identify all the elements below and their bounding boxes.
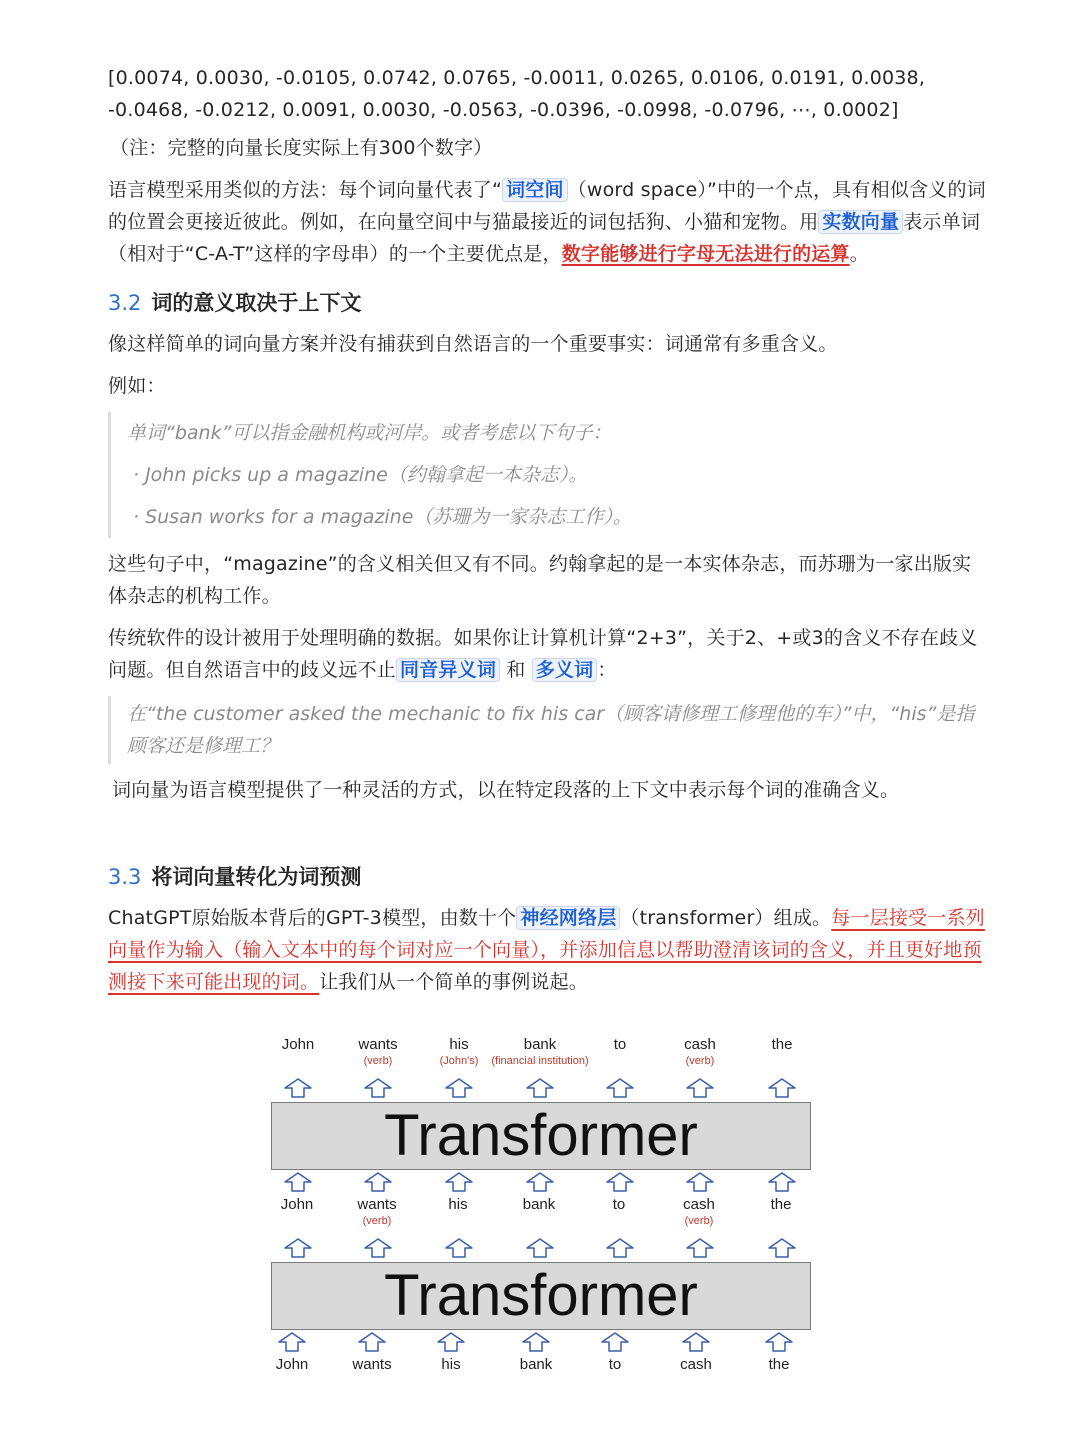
text: 和 (506, 659, 526, 681)
quote-line: 单词“bank”可以指金融机构或河岸。或者考虑以下句子： (127, 422, 612, 444)
token-label-top: John (281, 1036, 315, 1053)
token-label-top: the (771, 1036, 793, 1053)
up-arrow-icon (357, 1332, 387, 1352)
article-body (108, 62, 988, 1008)
text: 语言模型采用类似的方法：每个词向量代表了“ (108, 179, 503, 201)
up-arrow-icon (767, 1172, 797, 1192)
up-arrow-icon (525, 1172, 555, 1192)
section-heading-3-2 (108, 288, 988, 318)
token-label-bottom: his (441, 1356, 461, 1373)
highlight-neural-layer: 神经网络层 (516, 906, 620, 930)
text: （transformer）组成。 (620, 907, 832, 929)
up-arrow-icon (283, 1078, 313, 1098)
transformer-box-bottom: Transformer (271, 1262, 811, 1330)
token-label-mid: cash (683, 1196, 715, 1213)
paragraph-ambiguity (108, 622, 988, 686)
up-arrow-icon (363, 1238, 393, 1258)
up-arrow-icon (605, 1078, 635, 1098)
blockquote-bank (108, 412, 988, 538)
up-arrow-icon (605, 1172, 635, 1192)
paragraph: 这些句子中，“magazine”的含义相关但又有不同。约翰拿起的是一本实体杂志，而苏珊为一家出版实体杂志的机构工作。 (108, 553, 972, 607)
paragraph: 像这样简单的词向量方案并没有捕获到自然语言的一个重要事实：词通常有多重含义。 (108, 333, 838, 355)
highlight-word-space: 词空间 (502, 178, 568, 202)
section-number: 3.3 (108, 865, 142, 889)
up-arrow-icon (685, 1078, 715, 1098)
token-label-mid: wants (357, 1196, 397, 1213)
up-arrow-icon (444, 1078, 474, 1098)
up-arrow-icon (363, 1078, 393, 1098)
section-title: 词的意义取决于上下文 (151, 291, 362, 315)
up-arrow-icon (521, 1332, 551, 1352)
token-label-top: cash (684, 1036, 716, 1053)
token-label-top: his (449, 1036, 469, 1053)
up-arrow-icon (685, 1172, 715, 1192)
token-label-bottom: wants (352, 1356, 392, 1373)
token-label-mid: his (448, 1196, 468, 1213)
vector-example: [0.0074, 0.0030, -0.0105, 0.0742, 0.0765, -0.0011, 0.0265, 0.0106, 0.0191, 0.0038, -0.0468, -0.0212, 0.0091, 0.0030, -0.0563, -0.0396, -0.0998, -0.0796, ⋯, 0.0002] (108, 67, 926, 121)
up-arrow-icon (764, 1332, 794, 1352)
section-number: 3.2 (108, 291, 142, 315)
text: 。 (849, 243, 869, 265)
vector-note: （注：完整的向量长度实际上有300个数字） (110, 137, 493, 159)
token-label-bottom: John (275, 1356, 309, 1373)
token-label-mid: John (280, 1196, 314, 1213)
up-arrow-icon (444, 1172, 474, 1192)
text: 表示单词（相对于“C-A-T”这样的字母串）的一个主要优点是， (108, 211, 981, 265)
token-label-mid: to (612, 1196, 626, 1213)
text: 传统软件的设计被用于处理明确的数据。如果你让计算机计算“2+3”，关于2、+或3的含义不存在歧义问题。但自然语言中的歧义远不止 (108, 627, 978, 681)
paragraph: 词向量为语言模型提供了一种灵活的方式，以在特定段落的上下文中表示每个词的准确含义。 (112, 779, 900, 801)
up-arrow-icon (283, 1238, 313, 1258)
token-sense-top: (financial institution) (491, 1055, 589, 1067)
up-arrow-icon (605, 1238, 635, 1258)
text: 让我们从一个简单的事例说起。 (319, 971, 589, 993)
transformer-box-top: Transformer (271, 1102, 811, 1170)
up-arrow-icon (767, 1078, 797, 1098)
up-arrow-icon (436, 1332, 466, 1352)
up-arrow-icon (444, 1238, 474, 1258)
up-arrow-icon (681, 1332, 711, 1352)
token-label-bottom: bank (519, 1356, 553, 1373)
up-arrow-icon (363, 1172, 393, 1192)
token-label-bottom: cash (680, 1356, 712, 1373)
up-arrow-icon (277, 1332, 307, 1352)
highlight-real-vector: 实数向量 (818, 210, 903, 234)
up-arrow-icon (685, 1238, 715, 1258)
text: （word space）”中的一个点，具有相似含义的词的位置会更接近彼此。例如，在向量空间中与猫最接近的词包括狗、小猫和宠物。用 (108, 179, 986, 233)
up-arrow-icon (767, 1238, 797, 1258)
paragraph-word-space (108, 174, 988, 270)
section-heading-3-3 (108, 862, 988, 892)
text: ChatGPT原始版本背后的GPT-3模型，由数十个 (108, 907, 517, 929)
token-sense-mid: (verb) (362, 1215, 392, 1227)
up-arrow-icon (283, 1172, 313, 1192)
quote-bullet: · John picks up a magazine（约翰拿起一本杂志）。 (133, 464, 588, 486)
up-arrow-icon (525, 1238, 555, 1258)
highlight-polysemy: 多义词 (532, 658, 598, 682)
token-label-bottom: to (608, 1356, 622, 1373)
blockquote-customer: 在“the customer asked the mechanic to fix his car（顾客请修理工修理他的车）”中，“his”是指顾客还是修理工？ (108, 696, 988, 764)
section-title: 将词向量转化为词预测 (151, 865, 362, 889)
token-sense-top: (verb) (685, 1055, 715, 1067)
transformer-diagram (262, 1030, 822, 1400)
paragraph-gpt3 (108, 902, 988, 998)
token-sense-top: (verb) (363, 1055, 393, 1067)
token-label-top: wants (358, 1036, 398, 1053)
text: ： (597, 659, 617, 681)
quote-bullet: · Susan works for a magazine（苏珊为一家杂志工作）。 (133, 506, 632, 528)
highlight-layer-description: 每一层接受一系列向量作为输入（输入文本中的每个词对应一个向量），并添加信息以帮助澄清该词的含义，并且更好地预测接下来可能出现的词。 (108, 907, 985, 993)
token-label-bottom: the (768, 1356, 790, 1373)
token-label-mid: bank (522, 1196, 556, 1213)
highlight-homonym: 同音异义词 (396, 658, 500, 682)
up-arrow-icon (525, 1078, 555, 1098)
highlight-numbers-operation: 数字能够进行字母无法进行的运算 (561, 243, 850, 265)
token-label-top: to (613, 1036, 627, 1053)
paragraph: 例如： (108, 375, 166, 397)
token-label-mid: the (770, 1196, 792, 1213)
token-sense-mid: (verb) (684, 1215, 714, 1227)
token-sense-top: (John's) (439, 1055, 479, 1067)
up-arrow-icon (600, 1332, 630, 1352)
token-label-top: bank (523, 1036, 557, 1053)
